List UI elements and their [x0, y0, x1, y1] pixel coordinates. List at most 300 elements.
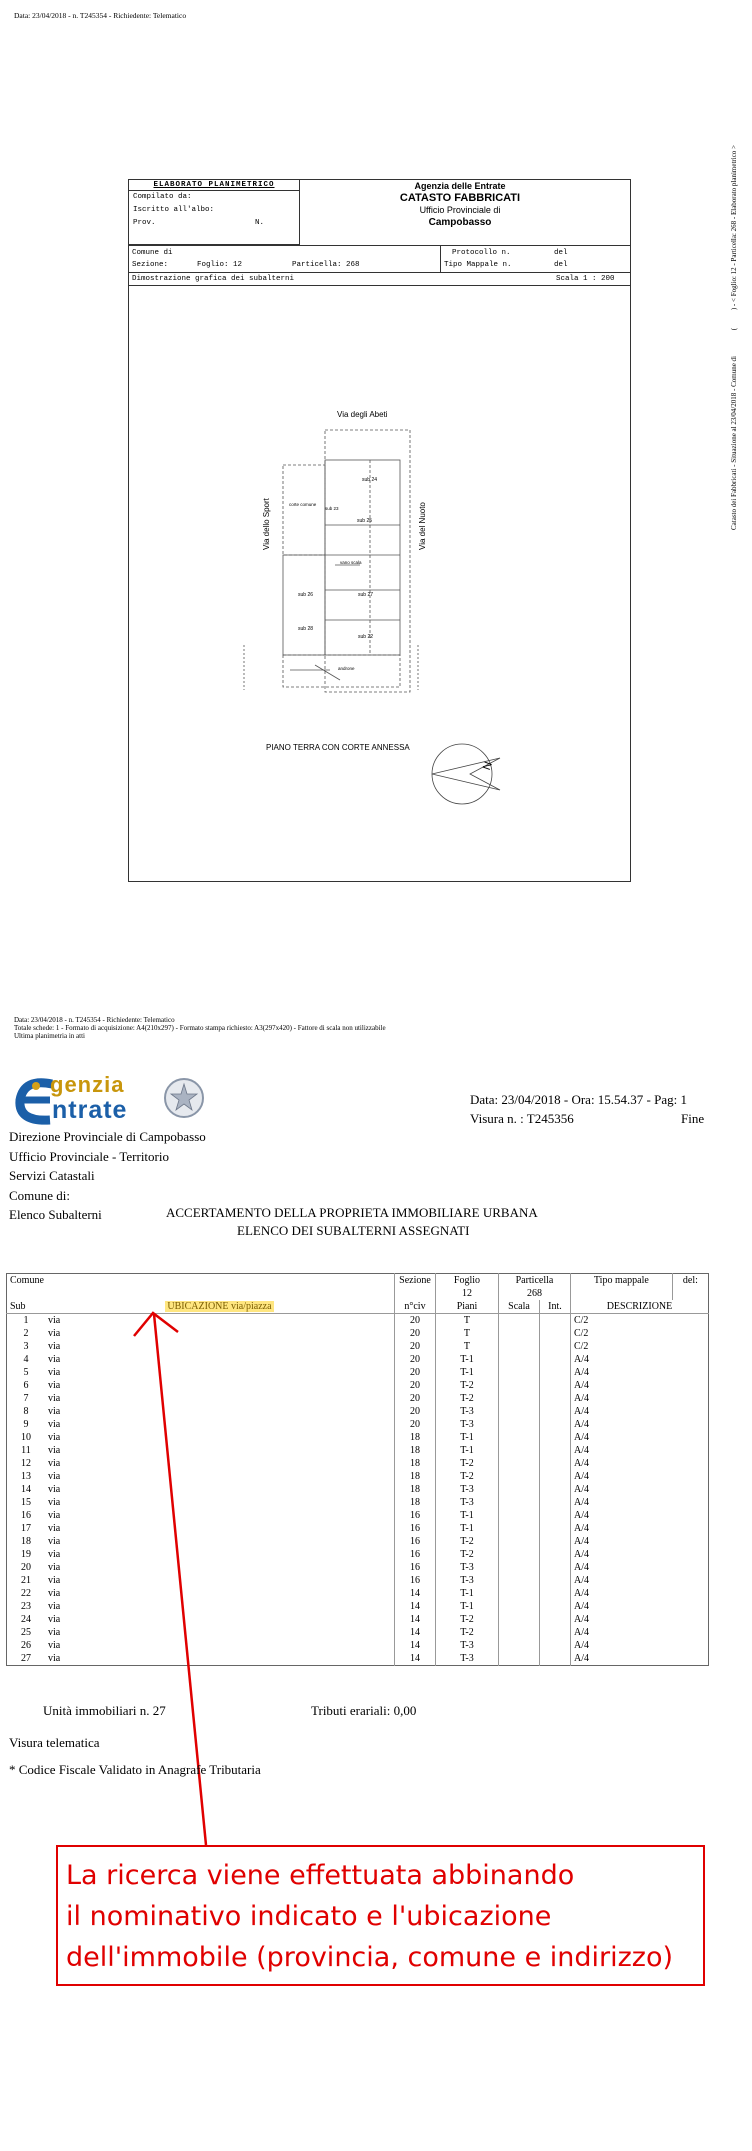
callout-line: La ricerca viene effettuata abbinando [66, 1860, 575, 1891]
room-label: sub 26 [298, 592, 314, 598]
cell-nciv: 14 [394, 1613, 435, 1626]
cell-scala [498, 1535, 539, 1548]
ufficio-city: Campobasso [428, 217, 492, 228]
cell-int [539, 1574, 570, 1587]
room-label: sub 23 [325, 506, 339, 511]
room-label: vano scala [340, 560, 362, 565]
col-foglio [435, 1274, 498, 1301]
author-box [128, 179, 300, 245]
cell-int [539, 1522, 570, 1535]
cell-piani: T-3 [435, 1496, 498, 1509]
cell-ubicazione: via [48, 1484, 61, 1495]
street-top-label: Via degli Abeti [337, 410, 388, 419]
cell-scala [498, 1405, 539, 1418]
cell-piani: T-3 [435, 1652, 498, 1666]
agency-name: Agenzia delle Entrate [414, 181, 506, 191]
table-row [7, 1327, 709, 1340]
logo-bottom-word: ntrate [52, 1096, 128, 1124]
cell-nciv: 20 [394, 1314, 435, 1328]
cell-piani: T-1 [435, 1353, 498, 1366]
cell-int [539, 1379, 570, 1392]
cell-piani: T-2 [435, 1613, 498, 1626]
cell-descrizione: A/4 [570, 1509, 708, 1522]
vertical-text-part: ) - < Foglio: 12 - Particella: 268 - Elaborato planimetrico > [730, 144, 738, 311]
cell-sub: 18 [21, 1536, 31, 1547]
cell-descrizione: A/4 [570, 1600, 708, 1613]
col-int: Int. [539, 1300, 570, 1314]
page-header-line: Data: 23/04/2018 - n. T245354 - Richiedente: Telematico [14, 11, 187, 20]
cell-ubicazione: via [48, 1497, 61, 1508]
subalterni-rows [7, 1314, 709, 1666]
visura-fine: Fine [681, 1111, 705, 1126]
cell-piani: T-3 [435, 1483, 498, 1496]
cell-nciv: 14 [394, 1600, 435, 1613]
table-row [7, 1561, 709, 1574]
visura-telematica: Visura telematica [9, 1735, 100, 1750]
cell-scala [498, 1366, 539, 1379]
col-comune: Comune [10, 1275, 44, 1286]
cell-int [539, 1535, 570, 1548]
street-right-label: Via del Nuoto [418, 502, 427, 550]
cell-piani: T-1 [435, 1431, 498, 1444]
prov-label: Prov. [133, 219, 156, 227]
cell-descrizione: A/4 [570, 1444, 708, 1457]
table-row [7, 1535, 709, 1548]
cell-piani: T-3 [435, 1639, 498, 1652]
table-header-row [7, 1274, 709, 1301]
cell-ubicazione: via [48, 1627, 61, 1638]
cell-int [539, 1587, 570, 1600]
cell-scala [498, 1639, 539, 1652]
table-row [7, 1509, 709, 1522]
cell-ubicazione: via [48, 1328, 61, 1339]
table-row [7, 1548, 709, 1561]
cell-sub: 24 [21, 1614, 31, 1625]
cell-piani: T-2 [435, 1535, 498, 1548]
cell-piani: T-1 [435, 1509, 498, 1522]
cell-descrizione: C/2 [570, 1340, 708, 1353]
cell-scala [498, 1561, 539, 1574]
dimostrazione-label: Dimostrazione grafica dei subalterni [132, 275, 295, 283]
cell-sub: 27 [21, 1653, 31, 1664]
tipo-mappale-label: Tipo Mappale n. [444, 261, 512, 269]
cell-scala [498, 1587, 539, 1600]
cell-descrizione: A/4 [570, 1470, 708, 1483]
author-box-title: ELABORATO PLANIMETRICO [129, 180, 299, 191]
table-row [7, 1613, 709, 1626]
cell-ubicazione: via [48, 1354, 61, 1365]
cell-nciv: 18 [394, 1496, 435, 1509]
cell-piani: T-1 [435, 1366, 498, 1379]
cell-nciv: 18 [394, 1431, 435, 1444]
cell-nciv: 16 [394, 1522, 435, 1535]
unita-count: Unità immobiliari n. 27 [43, 1703, 166, 1718]
cell-piani: T-2 [435, 1457, 498, 1470]
cell-piani: T-3 [435, 1405, 498, 1418]
cell-nciv: 14 [394, 1587, 435, 1600]
cell-scala [498, 1600, 539, 1613]
table-row [7, 1496, 709, 1509]
cell-piani: T-3 [435, 1561, 498, 1574]
republic-emblem-icon [162, 1076, 206, 1122]
cell-piani: T-1 [435, 1600, 498, 1613]
cell-int [539, 1405, 570, 1418]
subalterni-table [6, 1273, 709, 1666]
cell-descrizione: A/4 [570, 1379, 708, 1392]
cell-nciv: 20 [394, 1405, 435, 1418]
foglio-label: Foglio: 12 [197, 261, 243, 269]
cell-nciv: 20 [394, 1340, 435, 1353]
cell-int [539, 1509, 570, 1522]
cell-scala [498, 1340, 539, 1353]
table-row [7, 1340, 709, 1353]
cell-int [539, 1457, 570, 1470]
col-foglio-value: 12 [461, 1288, 472, 1299]
col-descrizione: DESCRIZIONE [570, 1300, 708, 1314]
cell-sub: 26 [21, 1640, 31, 1651]
cell-descrizione: A/4 [570, 1626, 708, 1639]
cell-int [539, 1340, 570, 1353]
cell-nciv: 16 [394, 1535, 435, 1548]
cell-piani: T-1 [435, 1587, 498, 1600]
north-label: N [480, 760, 495, 772]
col-particella-value: 268 [526, 1288, 542, 1299]
room-label: corte comune [289, 502, 317, 507]
cell-nciv: 20 [394, 1353, 435, 1366]
cell-scala [498, 1626, 539, 1639]
cell-int [539, 1327, 570, 1340]
cell-descrizione: A/4 [570, 1561, 708, 1574]
cell-scala [498, 1509, 539, 1522]
ufficio-label: Ufficio Provinciale di [419, 205, 501, 215]
cell-nciv: 18 [394, 1444, 435, 1457]
plan-footer-line: Totale schede: 1 - Formato di acquisizione: A4(210x297) - Formato stampa richiesto: A3(297x420) - Fattore di scala non utilizzabile [14, 1024, 386, 1032]
protocollo-label: Protocollo n. [452, 249, 511, 257]
cell-nciv: 20 [394, 1418, 435, 1431]
cell-int [539, 1314, 570, 1328]
del-label-2: del [554, 261, 568, 269]
table-row [7, 1587, 709, 1600]
catasto-title: CATASTO FABBRICATI [399, 192, 521, 204]
cell-scala [498, 1314, 539, 1328]
cell-int [539, 1548, 570, 1561]
del-label-1: del [554, 249, 568, 257]
sezione-label: Sezione: [132, 261, 169, 269]
cell-int [539, 1392, 570, 1405]
cell-sub: 16 [21, 1510, 31, 1521]
visura-number: Visura n. : T245356 [470, 1111, 574, 1126]
cell-nciv: 16 [394, 1561, 435, 1574]
cell-nciv: 20 [394, 1327, 435, 1340]
cell-descrizione: A/4 [570, 1431, 708, 1444]
cell-sub: 10 [21, 1432, 31, 1443]
cell-sub: 7 [23, 1393, 29, 1404]
cell-piani: T-3 [435, 1418, 498, 1431]
cell-descrizione: C/2 [570, 1314, 708, 1328]
cell-descrizione: A/4 [570, 1366, 708, 1379]
cell-piani: T-2 [435, 1626, 498, 1639]
cell-scala [498, 1418, 539, 1431]
cell-scala [498, 1522, 539, 1535]
table-row [7, 1431, 709, 1444]
callout-box [56, 1845, 705, 1986]
col-del: del: [672, 1274, 708, 1301]
table-row [7, 1444, 709, 1457]
office-line: Comune di: [9, 1187, 71, 1203]
room-label: sub 25 [357, 518, 373, 524]
agency-block [380, 181, 540, 229]
cell-ubicazione: via [48, 1640, 61, 1651]
cell-sub: 9 [23, 1419, 29, 1430]
cell-sub: 4 [23, 1354, 29, 1365]
document-title: ACCERTAMENTO DELLA PROPRIETA IMMOBILIARE URBANA [166, 1205, 538, 1220]
col-sezione: Sezione [394, 1274, 435, 1301]
cell-int [539, 1613, 570, 1626]
cell-nciv: 18 [394, 1483, 435, 1496]
cell-int [539, 1418, 570, 1431]
cell-scala [498, 1327, 539, 1340]
cell-ubicazione: via [48, 1341, 61, 1352]
cell-sub: 14 [21, 1484, 31, 1495]
vertical-text-part: Catasto dei Fabbricati - Situazione al 23/04/2018 - Comune di [730, 356, 738, 530]
cell-scala [498, 1548, 539, 1561]
cell-ubicazione: via [48, 1588, 61, 1599]
cell-sub: 17 [21, 1523, 31, 1534]
codice-fiscale-note: * Codice Fiscale Validato in Anagrafe Tributaria [9, 1762, 261, 1777]
vertical-text-part: ( [730, 327, 738, 331]
vertical-margin-text [730, 10, 738, 530]
table-row [7, 1392, 709, 1405]
cell-scala [498, 1574, 539, 1587]
cell-int [539, 1652, 570, 1666]
ubicazione-highlight: UBICAZIONE via/piazza [167, 1301, 272, 1312]
table-row [7, 1574, 709, 1587]
plan-footer-line: Data: 23/04/2018 - n. T245354 - Richiedente: Telematico [14, 1016, 175, 1024]
logo-top-word: genzia [50, 1072, 125, 1097]
cell-piani: T [435, 1327, 498, 1340]
col-tipo-mappale: Tipo mappale [570, 1274, 672, 1301]
cell-int [539, 1639, 570, 1652]
cell-scala [498, 1496, 539, 1509]
cell-ubicazione: via [48, 1549, 61, 1560]
cell-sub: 1 [23, 1315, 29, 1326]
cell-sub: 5 [23, 1367, 29, 1378]
office-line: Direzione Provinciale di Campobasso [9, 1129, 206, 1144]
cell-piani: T-2 [435, 1470, 498, 1483]
cell-ubicazione: via [48, 1575, 61, 1586]
cell-ubicazione: via [48, 1419, 61, 1430]
cell-ubicazione: via [48, 1432, 61, 1443]
cell-descrizione: A/4 [570, 1587, 708, 1600]
particella-label: Particella: 268 [292, 261, 360, 269]
comune-label: Comune di [132, 249, 173, 257]
table-header-row [7, 1300, 709, 1314]
cell-sub: 12 [21, 1458, 31, 1469]
cell-sub: 19 [21, 1549, 31, 1560]
office-line: Ufficio Provinciale - Territorio [9, 1148, 169, 1164]
cell-piani: T-2 [435, 1548, 498, 1561]
office-line: Elenco Subalterni [9, 1207, 102, 1222]
cell-scala [498, 1392, 539, 1405]
cell-ubicazione: via [48, 1315, 61, 1326]
cell-descrizione: A/4 [570, 1548, 708, 1561]
north-arrow-icon [430, 738, 510, 808]
table-row [7, 1366, 709, 1379]
cell-ubicazione: via [48, 1406, 61, 1417]
plan-footer [14, 1016, 386, 1040]
cell-int [539, 1470, 570, 1483]
cell-int [539, 1561, 570, 1574]
street-left-label: Via dello Sport [262, 498, 271, 550]
cell-int [539, 1626, 570, 1639]
document-subtitle: ELENCO DEI SUBALTERNI ASSEGNATI [237, 1223, 470, 1238]
cell-descrizione: A/4 [570, 1535, 708, 1548]
col-particella-label: Particella [515, 1275, 554, 1286]
cell-scala [498, 1444, 539, 1457]
cell-int [539, 1444, 570, 1457]
cell-descrizione: A/4 [570, 1483, 708, 1496]
cell-int [539, 1483, 570, 1496]
cell-descrizione: A/4 [570, 1522, 708, 1535]
cell-nciv: 20 [394, 1392, 435, 1405]
room-label: sub 27 [358, 592, 374, 598]
cell-descrizione: A/4 [570, 1353, 708, 1366]
table-row [7, 1405, 709, 1418]
compilato-label: Compilato da: [133, 193, 192, 201]
cell-ubicazione: via [48, 1393, 61, 1404]
callout-line: il nominativo indicato e l'ubicazione [66, 1901, 552, 1932]
cell-ubicazione: via [48, 1458, 61, 1469]
callout-line: dell'immobile (provincia, comune e indirizzo) [66, 1942, 674, 1973]
office-line: Servizi Catastali [9, 1168, 95, 1183]
cell-sub: 15 [21, 1497, 31, 1508]
cell-descrizione: A/4 [570, 1418, 708, 1431]
cell-scala [498, 1431, 539, 1444]
cell-scala [498, 1353, 539, 1366]
cell-sub: 3 [23, 1341, 29, 1352]
cell-int [539, 1600, 570, 1613]
cell-descrizione: C/2 [570, 1327, 708, 1340]
table-row [7, 1353, 709, 1366]
table-row [7, 1483, 709, 1496]
col-sub: Sub [7, 1300, 46, 1314]
cell-int [539, 1496, 570, 1509]
cell-ubicazione: via [48, 1380, 61, 1391]
cell-int [539, 1431, 570, 1444]
room-label: androne [338, 666, 355, 671]
cell-piani: T [435, 1340, 498, 1353]
cell-ubicazione: via [48, 1523, 61, 1534]
cell-nciv: 20 [394, 1379, 435, 1392]
agenzia-entrate-logo [12, 1074, 202, 1130]
cell-piani: T-2 [435, 1379, 498, 1392]
cell-nciv: 16 [394, 1574, 435, 1587]
cell-ubicazione: via [48, 1562, 61, 1573]
cell-sub: 8 [23, 1406, 29, 1417]
n-label: N. [255, 219, 265, 227]
cell-scala [498, 1379, 539, 1392]
cell-nciv: 14 [394, 1626, 435, 1639]
cell-scala [498, 1457, 539, 1470]
cell-nciv: 20 [394, 1366, 435, 1379]
cell-int [539, 1366, 570, 1379]
cell-scala [498, 1652, 539, 1666]
cell-ubicazione: via [48, 1445, 61, 1456]
cell-piani: T-1 [435, 1444, 498, 1457]
cell-nciv: 18 [394, 1470, 435, 1483]
col-particella [498, 1274, 570, 1301]
cell-scala [498, 1483, 539, 1496]
col-piani: Piani [435, 1300, 498, 1314]
col-nciv: n°civ [394, 1300, 435, 1314]
iscritto-label: Iscritto all'albo: [133, 206, 215, 214]
cell-descrizione: A/4 [570, 1496, 708, 1509]
cell-descrizione: A/4 [570, 1613, 708, 1626]
room-label: sub 22 [358, 634, 374, 640]
cell-ubicazione: via [48, 1601, 61, 1612]
plan-caption: PIANO TERRA CON CORTE ANNESSA [266, 743, 410, 752]
cell-sub: 25 [21, 1627, 31, 1638]
cell-sub: 21 [21, 1575, 31, 1586]
table-row [7, 1522, 709, 1535]
cell-int [539, 1353, 570, 1366]
cell-piani: T-1 [435, 1522, 498, 1535]
cell-ubicazione: via [48, 1471, 61, 1482]
cell-nciv: 16 [394, 1548, 435, 1561]
room-label: sub 28 [298, 626, 314, 632]
cell-descrizione: A/4 [570, 1639, 708, 1652]
table-row [7, 1314, 709, 1328]
cell-sub: 6 [23, 1380, 29, 1391]
cell-sub: 20 [21, 1562, 31, 1573]
cell-nciv: 18 [394, 1457, 435, 1470]
cell-scala [498, 1470, 539, 1483]
cell-descrizione: A/4 [570, 1405, 708, 1418]
cell-sub: 23 [21, 1601, 31, 1612]
cell-sub: 2 [23, 1328, 29, 1339]
table-row [7, 1626, 709, 1639]
tributi-erariali: Tributi erariali: 0,00 [311, 1703, 417, 1718]
plan-footer-line: Ultima planimetria in atti [14, 1032, 85, 1040]
cell-descrizione: A/4 [570, 1652, 708, 1666]
table-row [7, 1457, 709, 1470]
room-label: sub 24 [362, 477, 378, 483]
cell-piani: T-3 [435, 1574, 498, 1587]
cell-ubicazione: via [48, 1536, 61, 1547]
cell-piani: T-2 [435, 1392, 498, 1405]
cell-descrizione: A/4 [570, 1574, 708, 1587]
scala-label: Scala 1 : 200 [556, 275, 615, 283]
cell-ubicazione: via [48, 1367, 61, 1378]
cell-descrizione: A/4 [570, 1392, 708, 1405]
table-row [7, 1652, 709, 1666]
col-scala: Scala [498, 1300, 539, 1314]
visura-date-line: Data: 23/04/2018 - Ora: 15.54.37 - Pag: 1 [470, 1092, 687, 1107]
cell-ubicazione: via [48, 1510, 61, 1521]
table-row [7, 1418, 709, 1431]
cell-ubicazione: via [48, 1614, 61, 1625]
cell-sub: 13 [21, 1471, 31, 1482]
cell-nciv: 14 [394, 1652, 435, 1666]
cell-sub: 11 [21, 1445, 31, 1456]
table-row [7, 1379, 709, 1392]
cell-nciv: 16 [394, 1509, 435, 1522]
col-foglio-label: Foglio [453, 1275, 481, 1286]
cell-piani: T [435, 1314, 498, 1328]
cell-sub: 22 [21, 1588, 31, 1599]
table-row [7, 1470, 709, 1483]
cell-ubicazione: via [48, 1653, 61, 1664]
